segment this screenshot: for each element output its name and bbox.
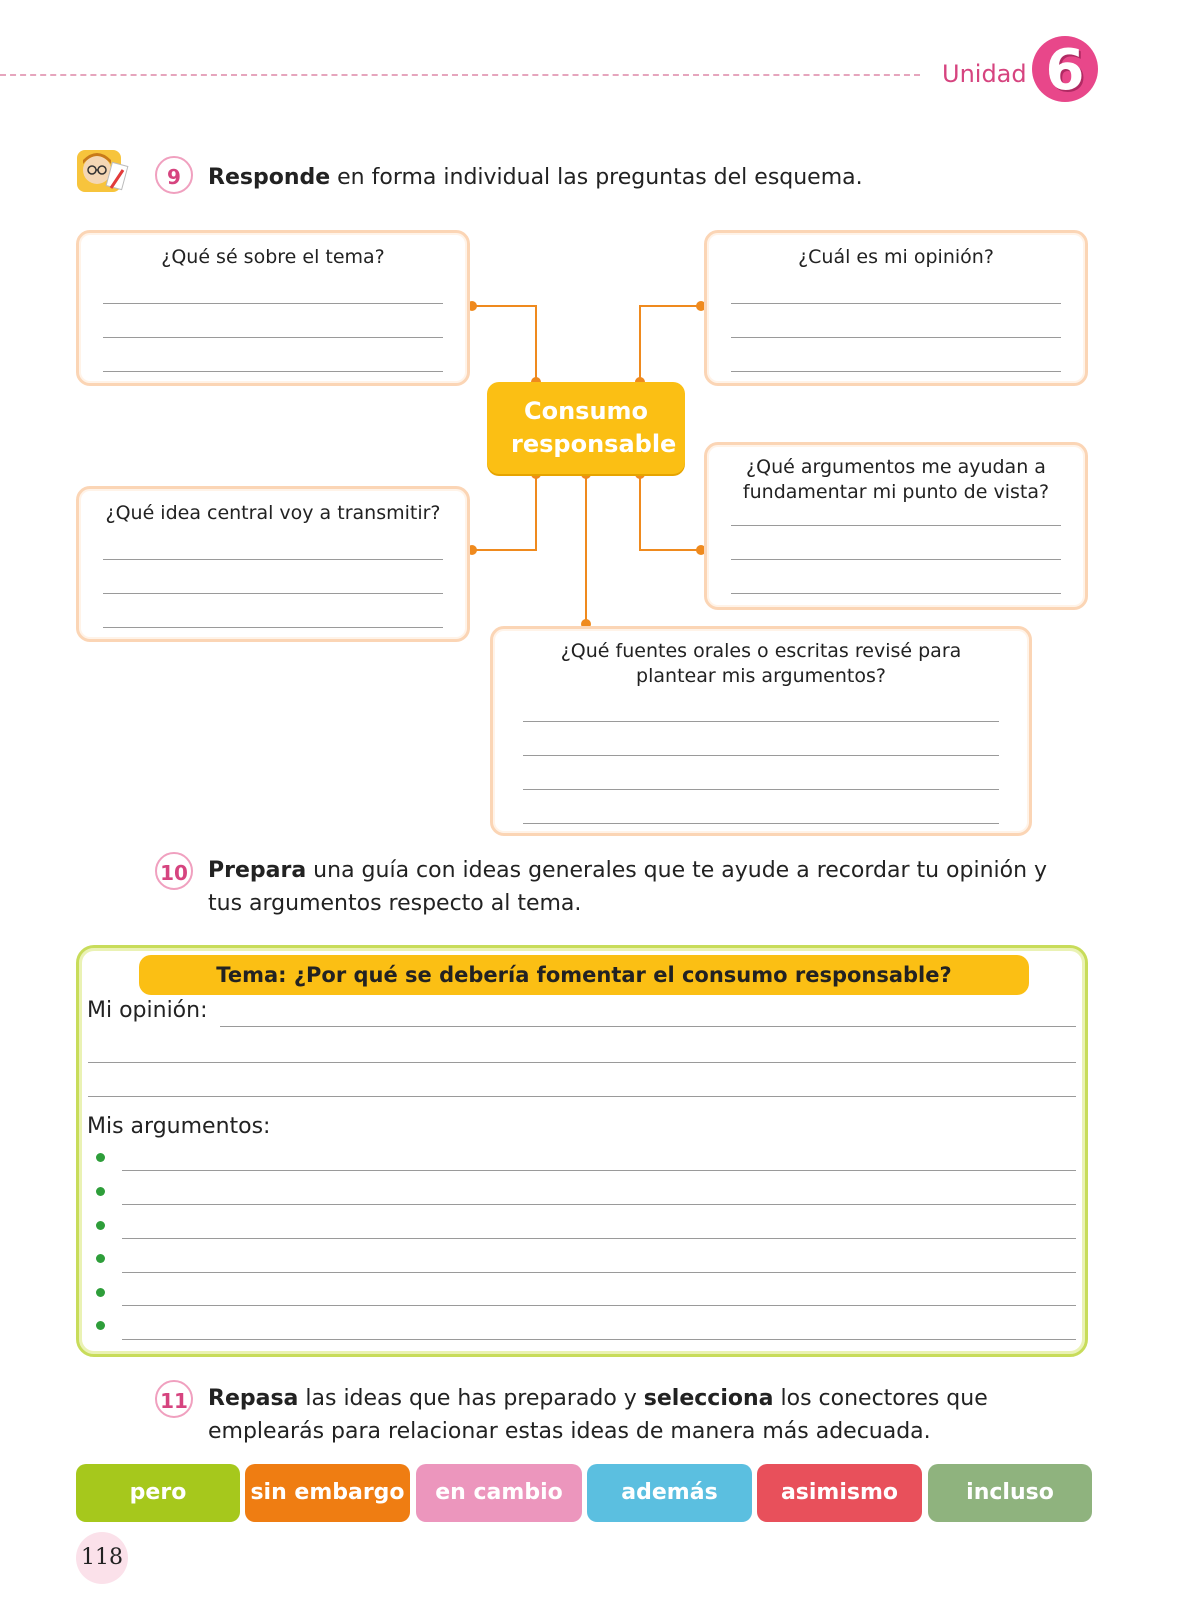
answer-line[interactable] <box>523 721 999 722</box>
answer-line[interactable] <box>731 371 1061 372</box>
bullet-icon <box>96 1187 105 1196</box>
answer-line[interactable] <box>103 337 443 338</box>
question-box-arguments <box>704 442 1088 610</box>
answer-line[interactable] <box>103 559 443 560</box>
activity-11-instruction <box>208 1382 1088 1448</box>
answer-line[interactable] <box>523 823 999 824</box>
center-topic-label: Consumo responsable <box>511 397 677 458</box>
activity-10-instruction <box>208 854 1088 920</box>
unit-label: Unidad <box>942 60 1027 88</box>
opinion-line[interactable] <box>88 1096 1076 1097</box>
activity-9-text: en forma individual las preguntas del esquema. <box>330 165 863 190</box>
connector-incluso-button[interactable]: incluso <box>928 1464 1092 1522</box>
answer-line[interactable] <box>523 755 999 756</box>
question-arguments: ¿Qué argumentos me ayudan a fundamentar mi punto de vista? <box>742 456 1050 503</box>
guide-topic-bar: Tema: ¿Por qué se debería fomentar el consumo responsable? <box>139 955 1029 995</box>
connector-ademas-button[interactable]: además <box>587 1464 752 1522</box>
argument-line[interactable] <box>122 1238 1076 1239</box>
question-opinion: ¿Cuál es mi opinión? <box>798 246 994 268</box>
answer-line[interactable] <box>103 627 443 628</box>
answer-line[interactable] <box>103 303 443 304</box>
connector-en-cambio-button[interactable]: en cambio <box>416 1464 582 1522</box>
activity-11-text-2: los conectores que emplearás para relacionar estas ideas de manera más adecuada. <box>208 1386 988 1444</box>
connector-asimismo-button[interactable]: asimismo <box>757 1464 922 1522</box>
activity-9-number: 9 <box>155 156 193 194</box>
argument-line[interactable] <box>122 1272 1076 1273</box>
answer-line[interactable] <box>103 371 443 372</box>
argument-line[interactable] <box>122 1170 1076 1171</box>
answer-line[interactable] <box>523 789 999 790</box>
guide-box <box>76 945 1088 1357</box>
opinion-line[interactable] <box>88 1062 1076 1063</box>
question-sources: ¿Qué fuentes orales o escritas revisé para plantear mis argumentos? <box>560 640 962 687</box>
question-box-opinion <box>704 230 1088 386</box>
bullet-icon <box>96 1153 105 1162</box>
bullet-icon <box>96 1288 105 1297</box>
opinion-line[interactable] <box>220 1026 1076 1027</box>
answer-line[interactable] <box>731 559 1061 560</box>
argument-line[interactable] <box>122 1204 1076 1205</box>
question-box-central-idea <box>76 486 470 642</box>
argument-line[interactable] <box>122 1339 1076 1340</box>
activity-9-verb: Responde <box>208 165 331 190</box>
unit-number-badge: 6 <box>1032 36 1098 102</box>
connector-sin-embargo-button[interactable]: sin embargo <box>245 1464 410 1522</box>
center-topic-node <box>487 382 685 474</box>
argument-line[interactable] <box>122 1305 1076 1306</box>
page-number: 118 <box>76 1532 128 1584</box>
my-arguments-label: Mis argumentos: <box>87 1114 271 1139</box>
answer-line[interactable] <box>731 525 1061 526</box>
bullet-icon <box>96 1221 105 1230</box>
question-box-sources <box>490 626 1032 836</box>
answer-line[interactable] <box>731 337 1061 338</box>
answer-line[interactable] <box>731 593 1061 594</box>
activity-11-text-1: las ideas que has preparado y <box>298 1386 644 1411</box>
activity-11-verb-select: selecciona <box>643 1386 774 1411</box>
bullet-icon <box>96 1321 105 1330</box>
my-opinion-label: Mi opinión: <box>87 998 208 1023</box>
connector-pero-button[interactable]: pero <box>76 1464 240 1522</box>
activity-10-verb: Prepara <box>208 858 307 883</box>
activity-10-text: una guía con ideas generales que te ayude a recordar tu opinión y tus argumentos respecto al tema. <box>208 858 1048 916</box>
question-box-know <box>76 230 470 386</box>
activity-11-number: 11 <box>155 1380 193 1418</box>
answer-line[interactable] <box>103 593 443 594</box>
question-know: ¿Qué sé sobre el tema? <box>161 246 385 268</box>
answer-line[interactable] <box>731 303 1061 304</box>
bullet-icon <box>96 1254 105 1263</box>
activity-11-verb-review: Repasa <box>208 1386 299 1411</box>
activity-10-number: 10 <box>155 852 193 890</box>
question-central-idea: ¿Qué idea central voy a transmitir? <box>105 502 441 524</box>
